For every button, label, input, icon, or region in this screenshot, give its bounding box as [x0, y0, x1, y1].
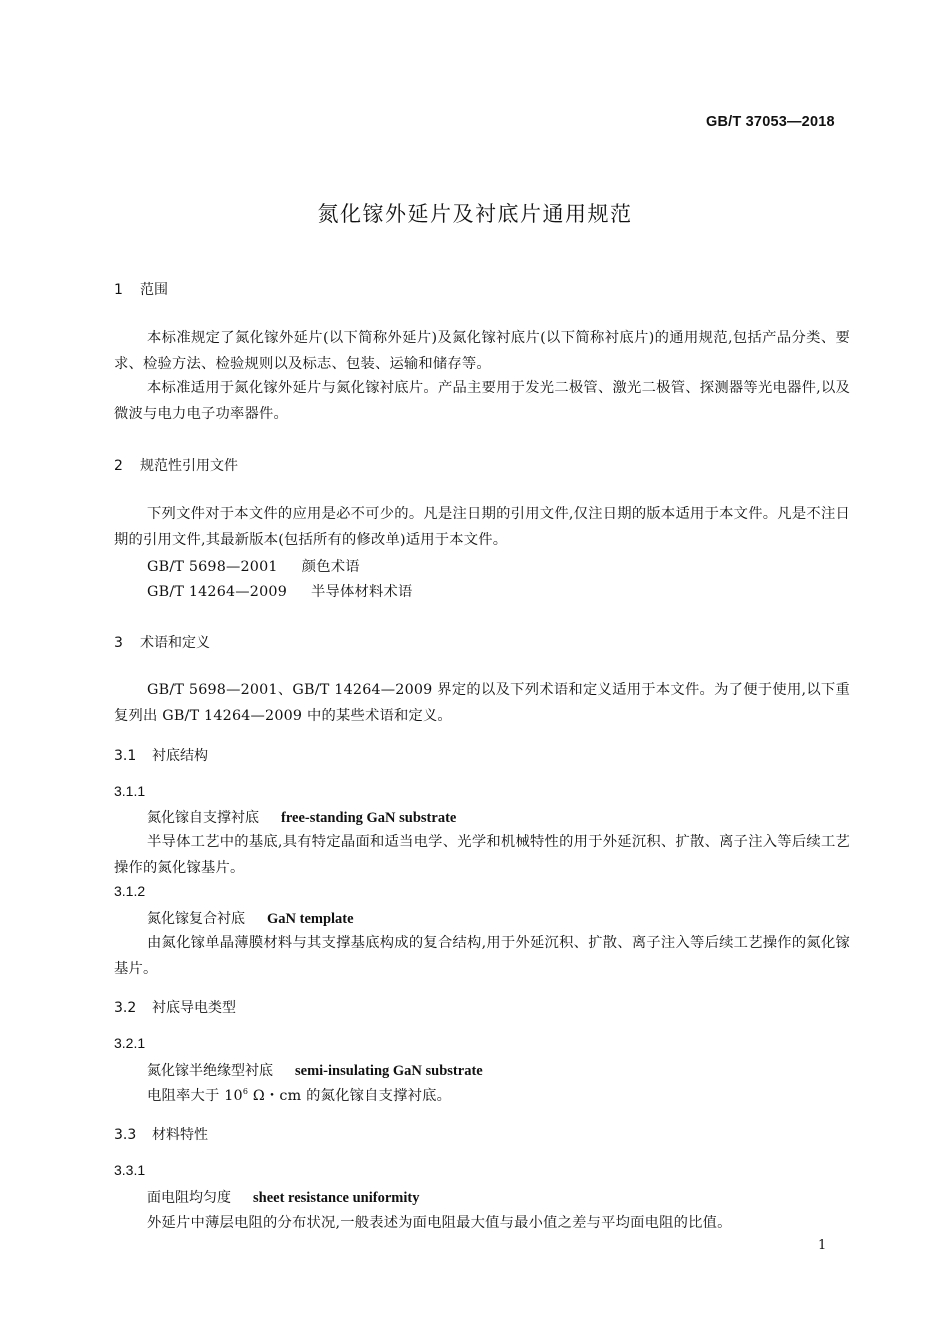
term-entry: [147, 908, 354, 928]
reference-title: 半导体材料术语: [311, 584, 413, 600]
term-english: GaN template: [267, 911, 354, 927]
subsection-number: 3.1: [114, 748, 137, 764]
document-title: 氮化镓外延片及衬底片通用规范: [317, 202, 633, 226]
section-3-heading: [114, 632, 210, 652]
section-number: 1: [114, 282, 123, 298]
page-number: 1: [818, 1238, 827, 1253]
term-chinese: 面电阻均匀度: [147, 1190, 231, 1206]
term-entry: [147, 1187, 419, 1207]
term-number: 3.1.1: [114, 783, 146, 799]
term-entry: [147, 807, 456, 827]
term-chinese: 氮化镓复合衬底: [147, 911, 245, 927]
section-2-heading: [114, 455, 238, 475]
reference-item: [147, 581, 412, 601]
subsection-title: 衬底结构: [152, 748, 208, 764]
section-number: 2: [114, 458, 123, 474]
reference-item: [147, 556, 360, 576]
paragraph: GB/T 5698—2001、GB/T 14264—2009 界定的以及下列术语和定义适用于本文件。为了便于使用,以下重复列出 GB/T 14264—2009 中的某些术语和定义。: [114, 682, 850, 724]
term-number: 3.3.1: [114, 1162, 146, 1178]
paragraph: 本标准适用于氮化镓外延片与氮化镓衬底片。产品主要用于发光二极管、激光二极管、探测器等光电器件,以及微波与电力电子功率器件。: [114, 380, 850, 422]
subsection-title: 材料特性: [152, 1127, 208, 1143]
standard-number: GB/T 37053—2018: [706, 114, 835, 130]
term-definition: 外延片中薄层电阻的分布状况,一般表述为面电阻最大值与最小值之差与平均面电阻的比值。: [147, 1215, 732, 1231]
reference-code: GB/T 14264—2009: [147, 584, 287, 600]
exponent: 6: [242, 1087, 249, 1096]
paragraph: 下列文件对于本文件的应用是必不可少的。凡是注日期的引用文件,仅注日期的版本适用于本文件。凡是不注日期的引用文件,其最新版本(包括所有的修改单)适用于本文件。: [114, 506, 850, 548]
section-title: 范围: [140, 282, 168, 298]
reference-code: GB/T 5698—2001: [147, 559, 278, 575]
subsection-number: 3.3: [114, 1127, 137, 1143]
subsection-3-2-heading: [114, 997, 236, 1017]
section-1-heading: [114, 279, 168, 299]
subsection-number: 3.2: [114, 1000, 137, 1016]
section-title: 规范性引用文件: [140, 458, 238, 474]
term-english: semi-insulating GaN substrate: [295, 1063, 483, 1079]
subsection-3-3-heading: [114, 1124, 208, 1144]
section-number: 3: [114, 635, 123, 651]
reference-title: 颜色术语: [301, 559, 360, 575]
term-chinese: 氮化镓半绝缘型衬底: [147, 1063, 273, 1079]
term-entry: [147, 1060, 483, 1080]
term-definition: 由氮化镓单晶薄膜材料与其支撑基底构成的复合结构,用于外延沉积、扩散、离子注入等后续工艺操作的氮化镓基片。: [114, 935, 850, 977]
subsection-title: 衬底导电类型: [152, 1000, 236, 1016]
term-number: 3.1.2: [114, 883, 146, 899]
term-definition: [147, 1085, 451, 1105]
term-english: sheet resistance uniformity: [253, 1190, 420, 1206]
subsection-3-1-heading: [114, 745, 208, 765]
term-chinese: 氮化镓自支撑衬底: [147, 810, 259, 826]
term-definition: 半导体工艺中的基底,具有特定晶面和适当电学、光学和机械特性的用于外延沉积、扩散、离子注入等后续工艺操作的氮化镓基片。: [114, 834, 850, 876]
term-english: free-standing GaN substrate: [281, 810, 457, 826]
section-title: 术语和定义: [140, 635, 210, 651]
term-number: 3.2.1: [114, 1035, 146, 1051]
paragraph: 本标准规定了氮化镓外延片(以下简称外延片)及氮化镓衬底片(以下简称衬底片)的通用规范,包括产品分类、要求、检验方法、检验规则以及标志、包装、运输和储存等。: [114, 330, 850, 372]
definition-text: Ω・cm 的氮化镓自支撑衬底。: [248, 1088, 452, 1104]
definition-text: 电阻率大于 10: [147, 1088, 243, 1104]
